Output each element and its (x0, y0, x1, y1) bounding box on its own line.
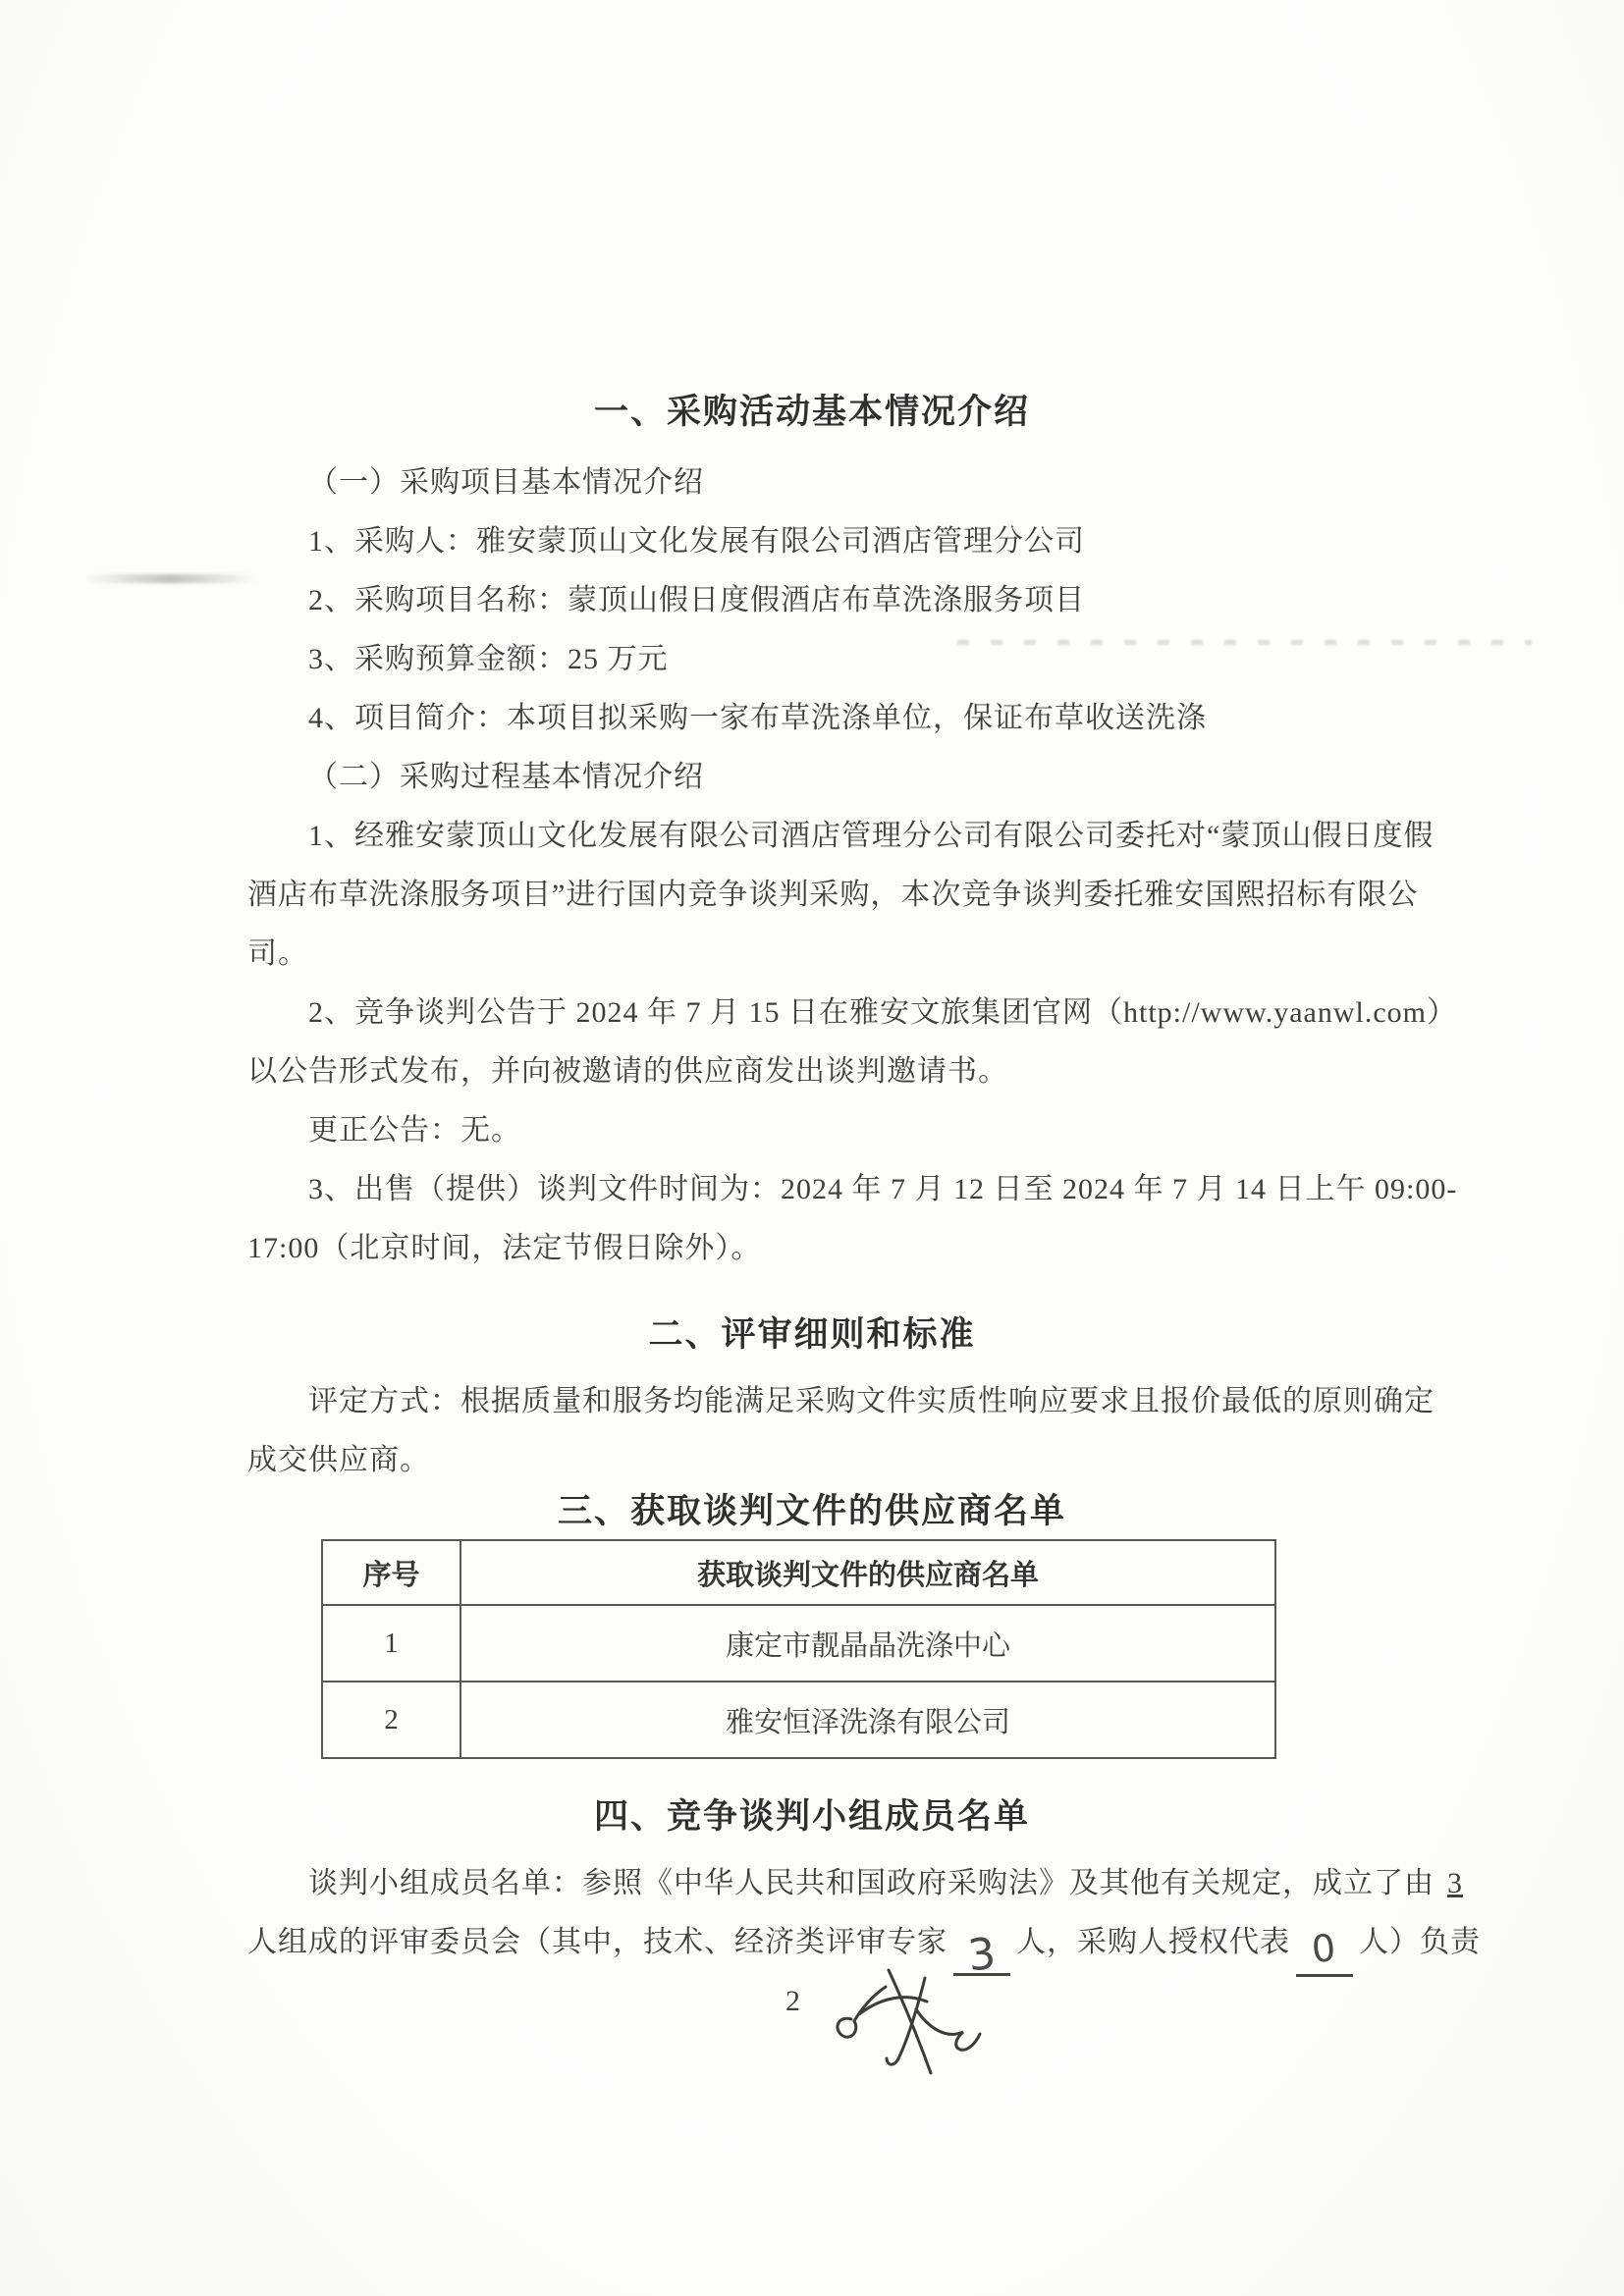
document-content (247, 0, 1481, 1982)
handwritten-buyer-rep-count: 0 (1310, 1925, 1339, 1972)
scan-smudge (84, 574, 256, 583)
column-header-name: 获取谈判文件的供应商名单 (460, 1540, 1275, 1605)
body-line: 酒店布草洗涤服务项目”进行国内竞争谈判采购，本次竞争谈判委托雅安国熙招标有限公 (247, 879, 1419, 911)
handwritten-expert-count: 3 (964, 1928, 1000, 1982)
body-line: 评定方式：根据质量和服务均能满足采购文件实质性响应要求且报价最低的原则确定 (308, 1385, 1435, 1417)
table-row (322, 1682, 1275, 1758)
section-4-title: 四、竞争谈判小组成员名单 (593, 1797, 1030, 1836)
body-line (247, 1854, 1463, 1913)
table-row (322, 1605, 1275, 1682)
cell-row-no: 2 (322, 1682, 460, 1758)
page-number: 2 (785, 1985, 800, 2017)
body-line: 成交供应商。 (247, 1444, 430, 1476)
committee-total-count: 3 (1447, 1867, 1463, 1899)
buyer-rep-count-blank (1296, 1927, 1353, 1977)
body-line: 2、采购项目名称：蒙顶山假日度假酒店布草洗涤服务项目 (308, 584, 1085, 616)
cell-supplier-name: 雅安恒泽洗涤有限公司 (460, 1682, 1275, 1758)
body-line: 4、项目简介：本项目拟采购一家布草洗涤单位，保证布草收送洗涤 (308, 702, 1207, 734)
body-text: 人，采购人授权代表 (1016, 1926, 1290, 1958)
signature-scribble (830, 1958, 1001, 2086)
body-line: （二）采购过程基本情况介绍 (308, 761, 704, 793)
section-1-title: 一、采购活动基本情况介绍 (593, 393, 1030, 431)
column-header-no: 序号 (322, 1540, 460, 1605)
body-line: 1、采购人：雅安蒙顶山文化发展有限公司酒店管理分公司 (308, 525, 1085, 558)
body-line (247, 1913, 1481, 1982)
table-header-row (322, 1540, 1275, 1605)
body-line: 更正公告：无。 (308, 1114, 521, 1147)
body-line: 司。 (247, 937, 308, 970)
cell-row-no: 1 (322, 1605, 460, 1682)
body-line: （一）采购项目基本情况介绍 (308, 466, 704, 499)
body-line: 17:00（北京时间，法定节假日除外）。 (247, 1232, 762, 1264)
section-3-title: 三、获取谈判文件的供应商名单 (557, 1492, 1066, 1530)
body-line: 1、经雅安蒙顶山文化发展有限公司酒店管理分公司有限公司委托对“蒙顶山假日度假 (308, 820, 1435, 852)
section-2-title: 二、评审细则和标准 (648, 1315, 976, 1354)
body-text: 谈判小组成员名单：参照《中华人民共和国政府采购法》及其他有关规定，成立了由 (308, 1867, 1435, 1899)
body-line: 2、竞争谈判公告于 2024 年 7 月 15 日在雅安文旅集团官网（http://www.yaanwl.com） (308, 996, 1458, 1029)
body-line: 3、出售（提供）谈判文件时间为：2024 年 7 月 12 日至 2024 年 7 月 14 日上午 09:00- (308, 1173, 1458, 1205)
cell-supplier-name: 康定市靓晶晶洗涤中心 (460, 1605, 1275, 1682)
body-line: 以公告形式发布，并向被邀请的供应商发出谈判邀请书。 (247, 1055, 1008, 1088)
body-text: 人）负责 (1359, 1926, 1481, 1958)
body-text: 人组成的评审委员会（其中，技术、经济类评审专家 (247, 1926, 947, 1958)
supplier-table (321, 1539, 1276, 1759)
body-line: 3、采购预算金额：25 万元 (308, 643, 669, 675)
